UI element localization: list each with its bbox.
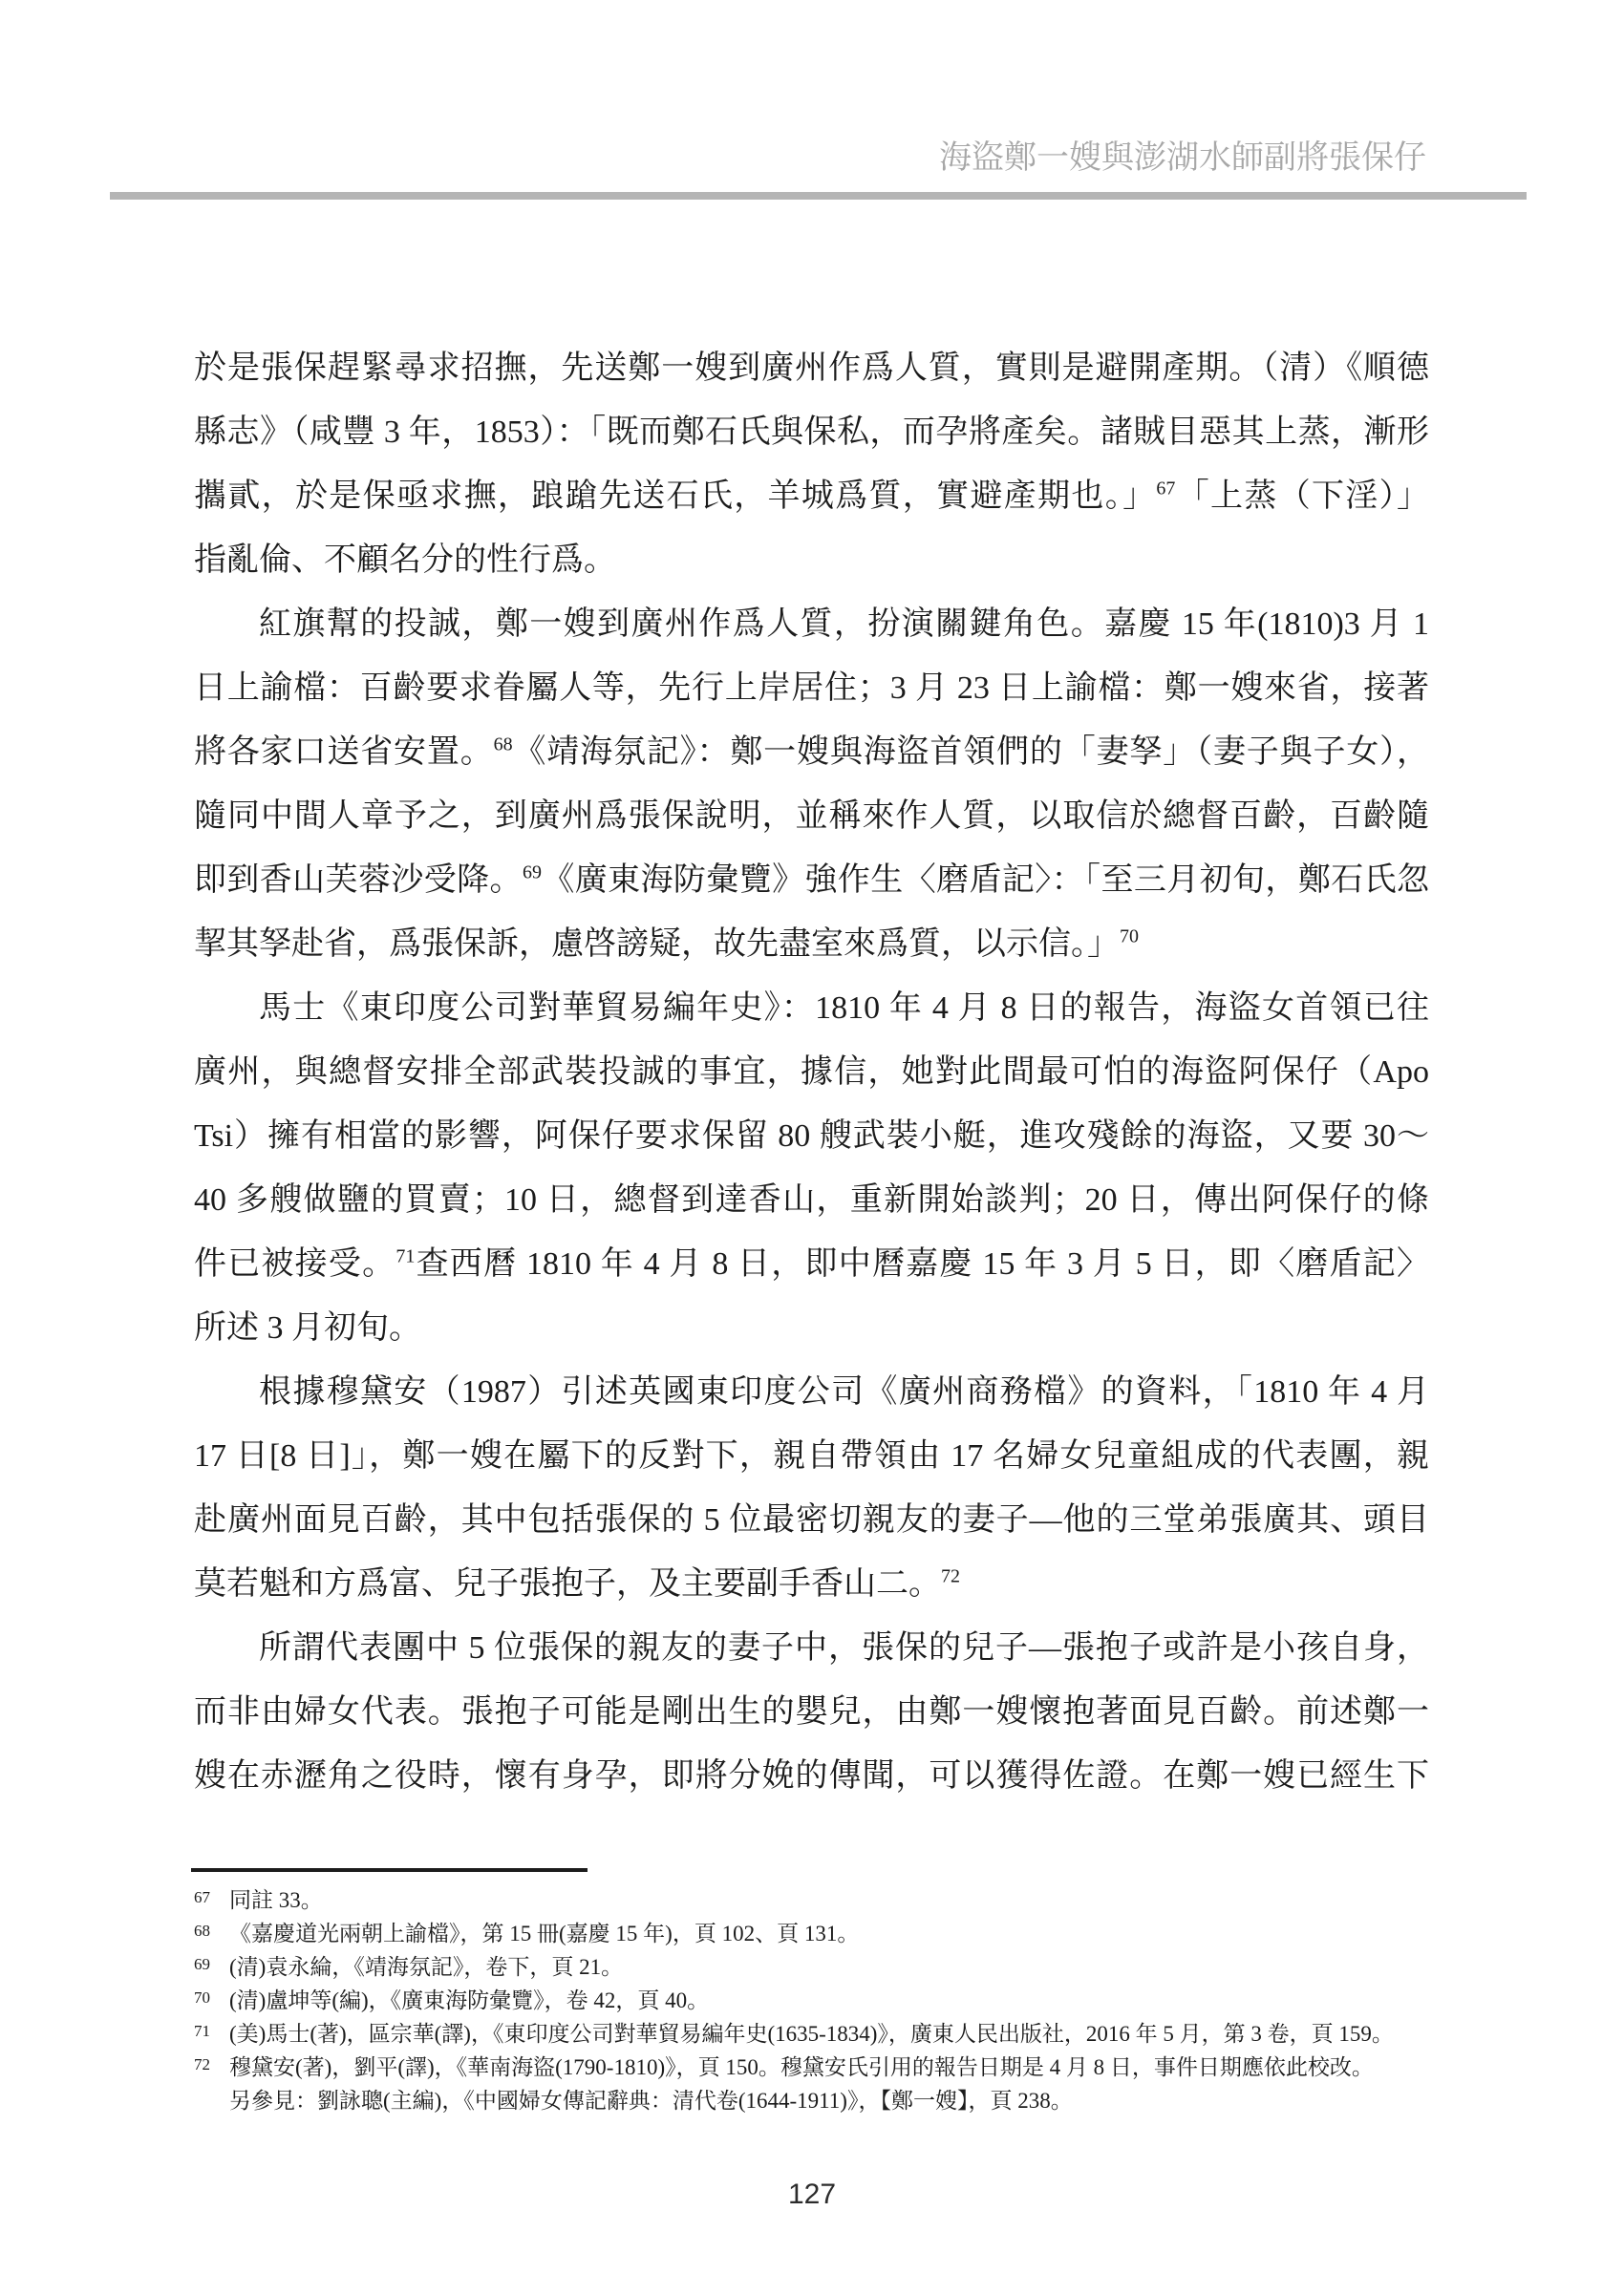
- body-line: [194, 1744, 1429, 1808]
- body-line: [194, 1488, 1429, 1552]
- body-text-segment: 日上諭檔：百齡要求眷屬人等，先行上岸居住；3 月 23 日上諭檔：鄭一嫂來省，接著: [194, 670, 1429, 706]
- body-text-segment: 將各家口送省安置。: [194, 734, 494, 770]
- body-text-segment: 《廣東海防彙覽》強作生〈磨盾記〉：「至三月初旬，鄭石氏忽: [541, 862, 1430, 898]
- footnote-line: 同註 33。: [229, 1888, 323, 1912]
- body-text-segment: 於是張保趕緊尋求招撫，先送鄭一嫂到廣州作爲人質，實則是避開產期。（清）《順德: [194, 351, 1429, 386]
- body-line: [194, 784, 1429, 848]
- body-line: [194, 1168, 1429, 1232]
- footnote-number: 72: [194, 2055, 210, 2073]
- body-text-segment: 所述 3 月初旬。: [194, 1310, 421, 1346]
- body-line: [194, 1104, 1429, 1168]
- footnote-ref: 69: [522, 861, 542, 883]
- body-line: [194, 1680, 1429, 1744]
- running-header-title: 海盜鄭一嫂與澎湖水師副將張保仔: [939, 139, 1426, 176]
- footnote-number: 69: [194, 1955, 210, 1973]
- body-text-segment: 查西曆 1810 年 4 月 8 日，即中曆嘉慶 15 年 3 月 5 日，即〈磨盾記〉: [415, 1246, 1430, 1282]
- body-line: [194, 1296, 1429, 1360]
- footnote-item: [194, 2051, 1433, 2117]
- body-text-segment: 隨同中間人章予之，到廣州爲張保說明，並稱來作人質，以取信於總督百齡，百齡隨: [194, 798, 1429, 834]
- footnote-number: 70: [194, 1988, 210, 2007]
- header-rule: [110, 192, 1527, 200]
- footnotes: [194, 1883, 1433, 2117]
- body-text-segment: 所謂代表團中 5 位張保的親友的妻子中，張保的兒子—張抱子或許是小孩自身，: [259, 1630, 1429, 1666]
- body-line: [194, 912, 1429, 976]
- body-text-segment: 「上蒸（下淫）」: [1175, 478, 1430, 514]
- body-line: [194, 464, 1429, 528]
- footnote-line: 《嘉慶道光兩朝上諭檔》，第 15 冊(嘉慶 15 年)，頁 102、頁 131。: [229, 1922, 860, 1945]
- body-line: [194, 1360, 1429, 1424]
- footnote-line: (清)袁永綸，《靖海氛記》，卷下，頁 21。: [229, 1955, 624, 1979]
- footnote-line: 另參見：劉詠聰(主編)，《中國婦女傳記辭典：清代卷(1644-1911)》，【鄭一嫂】，頁 238。: [229, 2089, 1073, 2113]
- footnote-ref: 70: [1120, 925, 1139, 947]
- footnote-number: 67: [194, 1888, 210, 1906]
- body-text-segment: 40 多艘做鹽的買賣；10 日，總督到達香山，重新開始談判；20 日，傳出阿保仔的條: [194, 1182, 1429, 1218]
- body-text-segment: 赴廣州面見百齡，其中包括張保的 5 位最密切親友的妻子—他的三堂弟張廣其、頭目: [194, 1502, 1429, 1538]
- body-line: [194, 1424, 1429, 1488]
- footnote-ref: 67: [1156, 478, 1176, 500]
- footnote-number: 68: [194, 1922, 210, 1940]
- footnote-ref: 68: [493, 733, 513, 755]
- footnote-item: [194, 2017, 1433, 2051]
- body-text-segment: 馬士《東印度公司對華貿易編年史》：1810 年 4 月 8 日的報告，海盜女首領已往: [259, 990, 1429, 1026]
- body-text-segment: 17 日[8 日]」，鄭一嫂在屬下的反對下，親自帶領由 17 名婦女兒童組成的代表團，親: [194, 1438, 1429, 1474]
- footnote-ref: 71: [395, 1245, 416, 1267]
- body-line: [194, 1552, 1429, 1616]
- body-text-segment: 紅旗幫的投誠，鄭一嫂到廣州作爲人質，扮演關鍵角色。嘉慶 15 年(1810)3 月 1: [259, 606, 1429, 642]
- body-line: [194, 1616, 1429, 1680]
- footnote-line: 穆黛安(著)，劉平(譯)，《華南海盜(1790-1810)》，頁 150。穆黛安氏引用的報告日期是 4 月 8 日，事件日期應依此校改。: [229, 2055, 1374, 2079]
- footnote-separator: [191, 1868, 588, 1872]
- body-text-segment: 《靖海氛記》：鄭一嫂與海盜首領們的「妻孥」（妻子與子女），: [512, 734, 1430, 770]
- body-text-segment: 而非由婦女代表。張抱子可能是剛出生的嬰兒，由鄭一嫂懷抱著面見百齡。前述鄭一: [194, 1694, 1429, 1730]
- footnote-ref: 72: [941, 1565, 960, 1587]
- body-text-segment: 件已被接受。: [194, 1246, 396, 1282]
- footnote-item: [194, 1883, 1433, 1917]
- body-text-segment: 指亂倫、不顧名分的性行爲。: [194, 542, 616, 578]
- footnote-number: 71: [194, 2022, 210, 2040]
- body-line: [194, 720, 1429, 784]
- body-text-segment: 挈其孥赴省，爲張保訴，慮啓謗疑，故先盡室來爲質，以示信。」: [194, 926, 1120, 962]
- body-text-segment: 根據穆黛安（1987）引述英國東印度公司《廣州商務檔》的資料，「1810 年 4 月: [259, 1374, 1429, 1410]
- page-number: 127: [787, 2179, 837, 2210]
- footnote-line: (清)盧坤等(編)，《廣東海防彙覽》，卷 42，頁 40。: [229, 1988, 710, 2012]
- body-text-segment: Tsi）擁有相當的影響，阿保仔要求保留 80 艘武裝小艇，進攻殘餘的海盜，又要 30～: [194, 1118, 1429, 1154]
- body-text: [194, 336, 1429, 1808]
- body-line: [194, 1040, 1429, 1104]
- footnote-item: [194, 1917, 1433, 1950]
- body-text-segment: 嫂在赤瀝角之役時，懷有身孕，即將分娩的傳聞，可以獲得佐證。在鄭一嫂已經生下: [194, 1758, 1429, 1794]
- body-text-segment: 即到香山芙蓉沙受降。: [194, 862, 523, 898]
- body-text-segment: 攜貳，於是保亟求撫，踉蹌先送石氏，羊城爲質，實避產期也。」: [194, 478, 1157, 514]
- footnote-line: (美)馬士(著)，區宗華(譯)，《東印度公司對華貿易編年史(1635-1834)》，廣東人民出版社，2016 年 5 月，第 3 卷，頁 159。: [229, 2022, 1394, 2046]
- body-line: [194, 656, 1429, 720]
- footnote-item: [194, 1984, 1433, 2017]
- body-line: [194, 976, 1429, 1040]
- body-line: [194, 592, 1429, 656]
- body-text-segment: 莫若魁和方爲富、兒子張抱子，及主要副手香山二。: [194, 1566, 941, 1602]
- body-line: [194, 336, 1429, 400]
- body-line: [194, 528, 1429, 592]
- body-line: [194, 848, 1429, 912]
- footnote-item: [194, 1950, 1433, 1984]
- body-text-segment: 廣州，與總督安排全部武裝投誠的事宜，據信，她對此間最可怕的海盜阿保仔（Apo: [194, 1054, 1429, 1090]
- body-line: [194, 1232, 1429, 1296]
- body-text-segment: 縣志》（咸豐 3 年，1853）：「既而鄭石氏與保私，而孕將產矣。諸賊目惡其上蒸，漸形: [194, 415, 1429, 450]
- body-line: [194, 400, 1429, 464]
